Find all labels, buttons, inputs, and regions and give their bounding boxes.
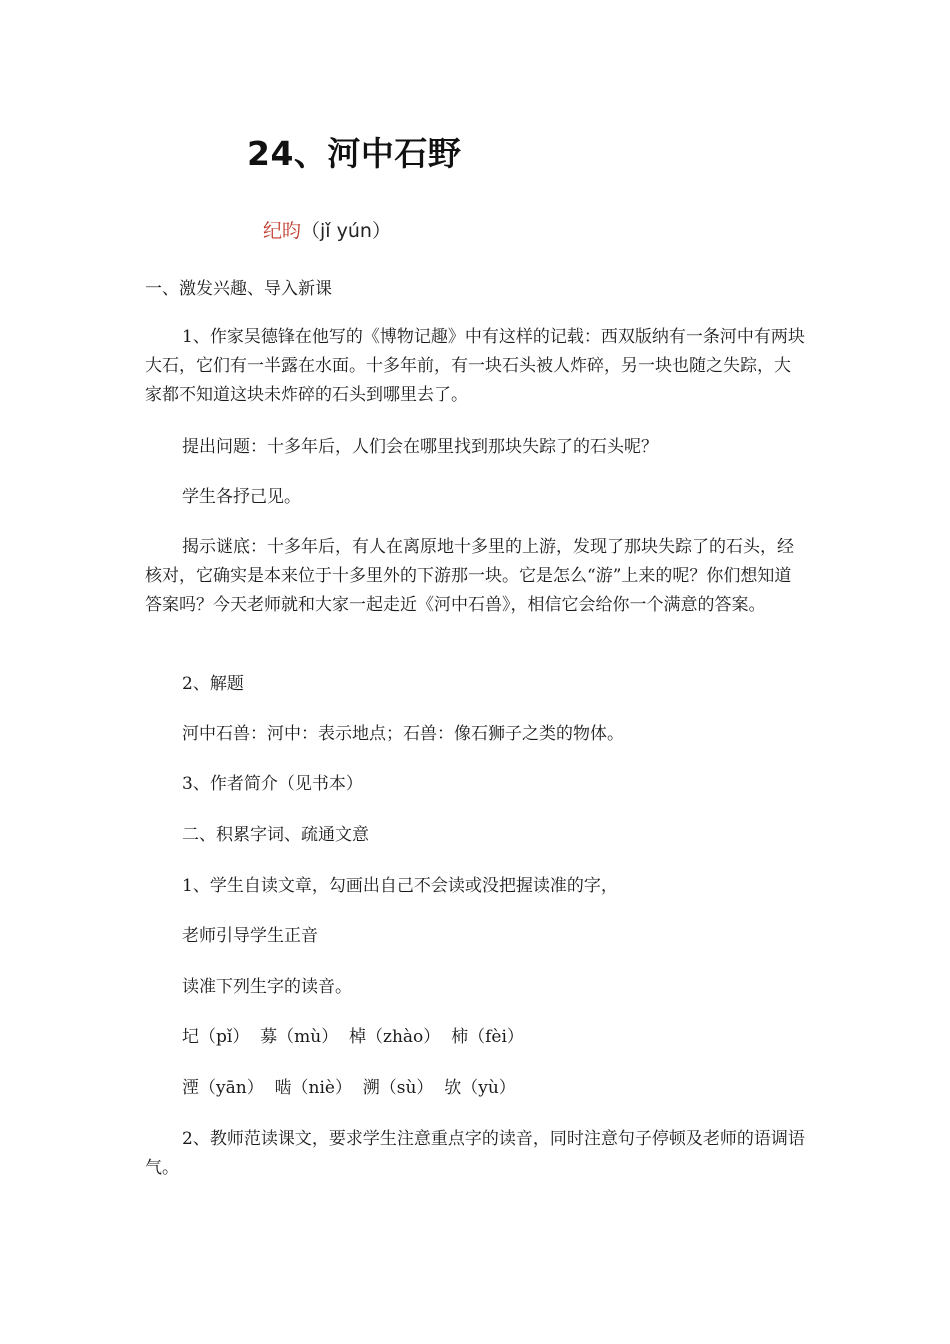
section-heading-4: 二、积累字词、疏通文意 <box>182 825 369 845</box>
section-heading-1: 一、激发兴趣、导入新课 <box>145 279 332 299</box>
paragraph-intro: 1、作家吴德锋在他写的《博物记趣》中有这样的记载：西双版纳有一条河中有两块大石，它们有一半露在水面。十多年前，有一块石头被人炸碎，另一块也随之失踪，大家都不知道这块未炸碎的石头到哪里去了。 <box>145 327 805 405</box>
author-name: 纪昀 <box>263 220 302 242</box>
author-line <box>263 216 391 243</box>
author-pinyin: （jǐ yún） <box>301 220 391 242</box>
paragraph-self-read: 1、学生自读文章，勾画出自己不会读或没把握读准的字， <box>182 876 618 896</box>
paragraph-explain-title: 河中石兽：河中：表示地点；石兽：像石狮子之类的物体。 <box>182 724 624 744</box>
pronunciation-list-1: 圮（pǐ） 募（mù） 棹（zhào） 柿（fèi） <box>182 1027 524 1047</box>
paragraph-read-chars: 读准下列生字的读音。 <box>182 977 352 997</box>
paragraph-answer: 揭示谜底：十多年后，有人在离原地十多里的上游，发现了那块失踪了的石头，经核对，它确实是本来位于十多里外的下游那一块。它是怎么“游”上来的呢？你们想知道答案吗？今天老师就和大家一起走近《河中石兽》，相信它会给你一个满意的答案。 <box>145 537 794 615</box>
pronunciation-list-2: 湮（yān） 啮（niè） 溯（sù） 欤（yù） <box>182 1078 516 1098</box>
paragraph-teacher-guide: 老师引导学生正音 <box>182 926 318 946</box>
paragraph-students: 学生各抒己见。 <box>182 487 301 507</box>
section-heading-2: 2、解题 <box>182 674 244 694</box>
paragraph-model-reading: 2、教师范读课文，要求学生注意重点字的读音，同时注意句子停顿及老师的语调语气。 <box>145 1129 805 1178</box>
document-title: 24、河中石野 <box>247 134 462 173</box>
paragraph-question: 提出问题：十多年后，人们会在哪里找到那块失踪了的石头呢？ <box>182 437 658 457</box>
section-heading-3: 3、作者简介（见书本） <box>182 774 363 794</box>
